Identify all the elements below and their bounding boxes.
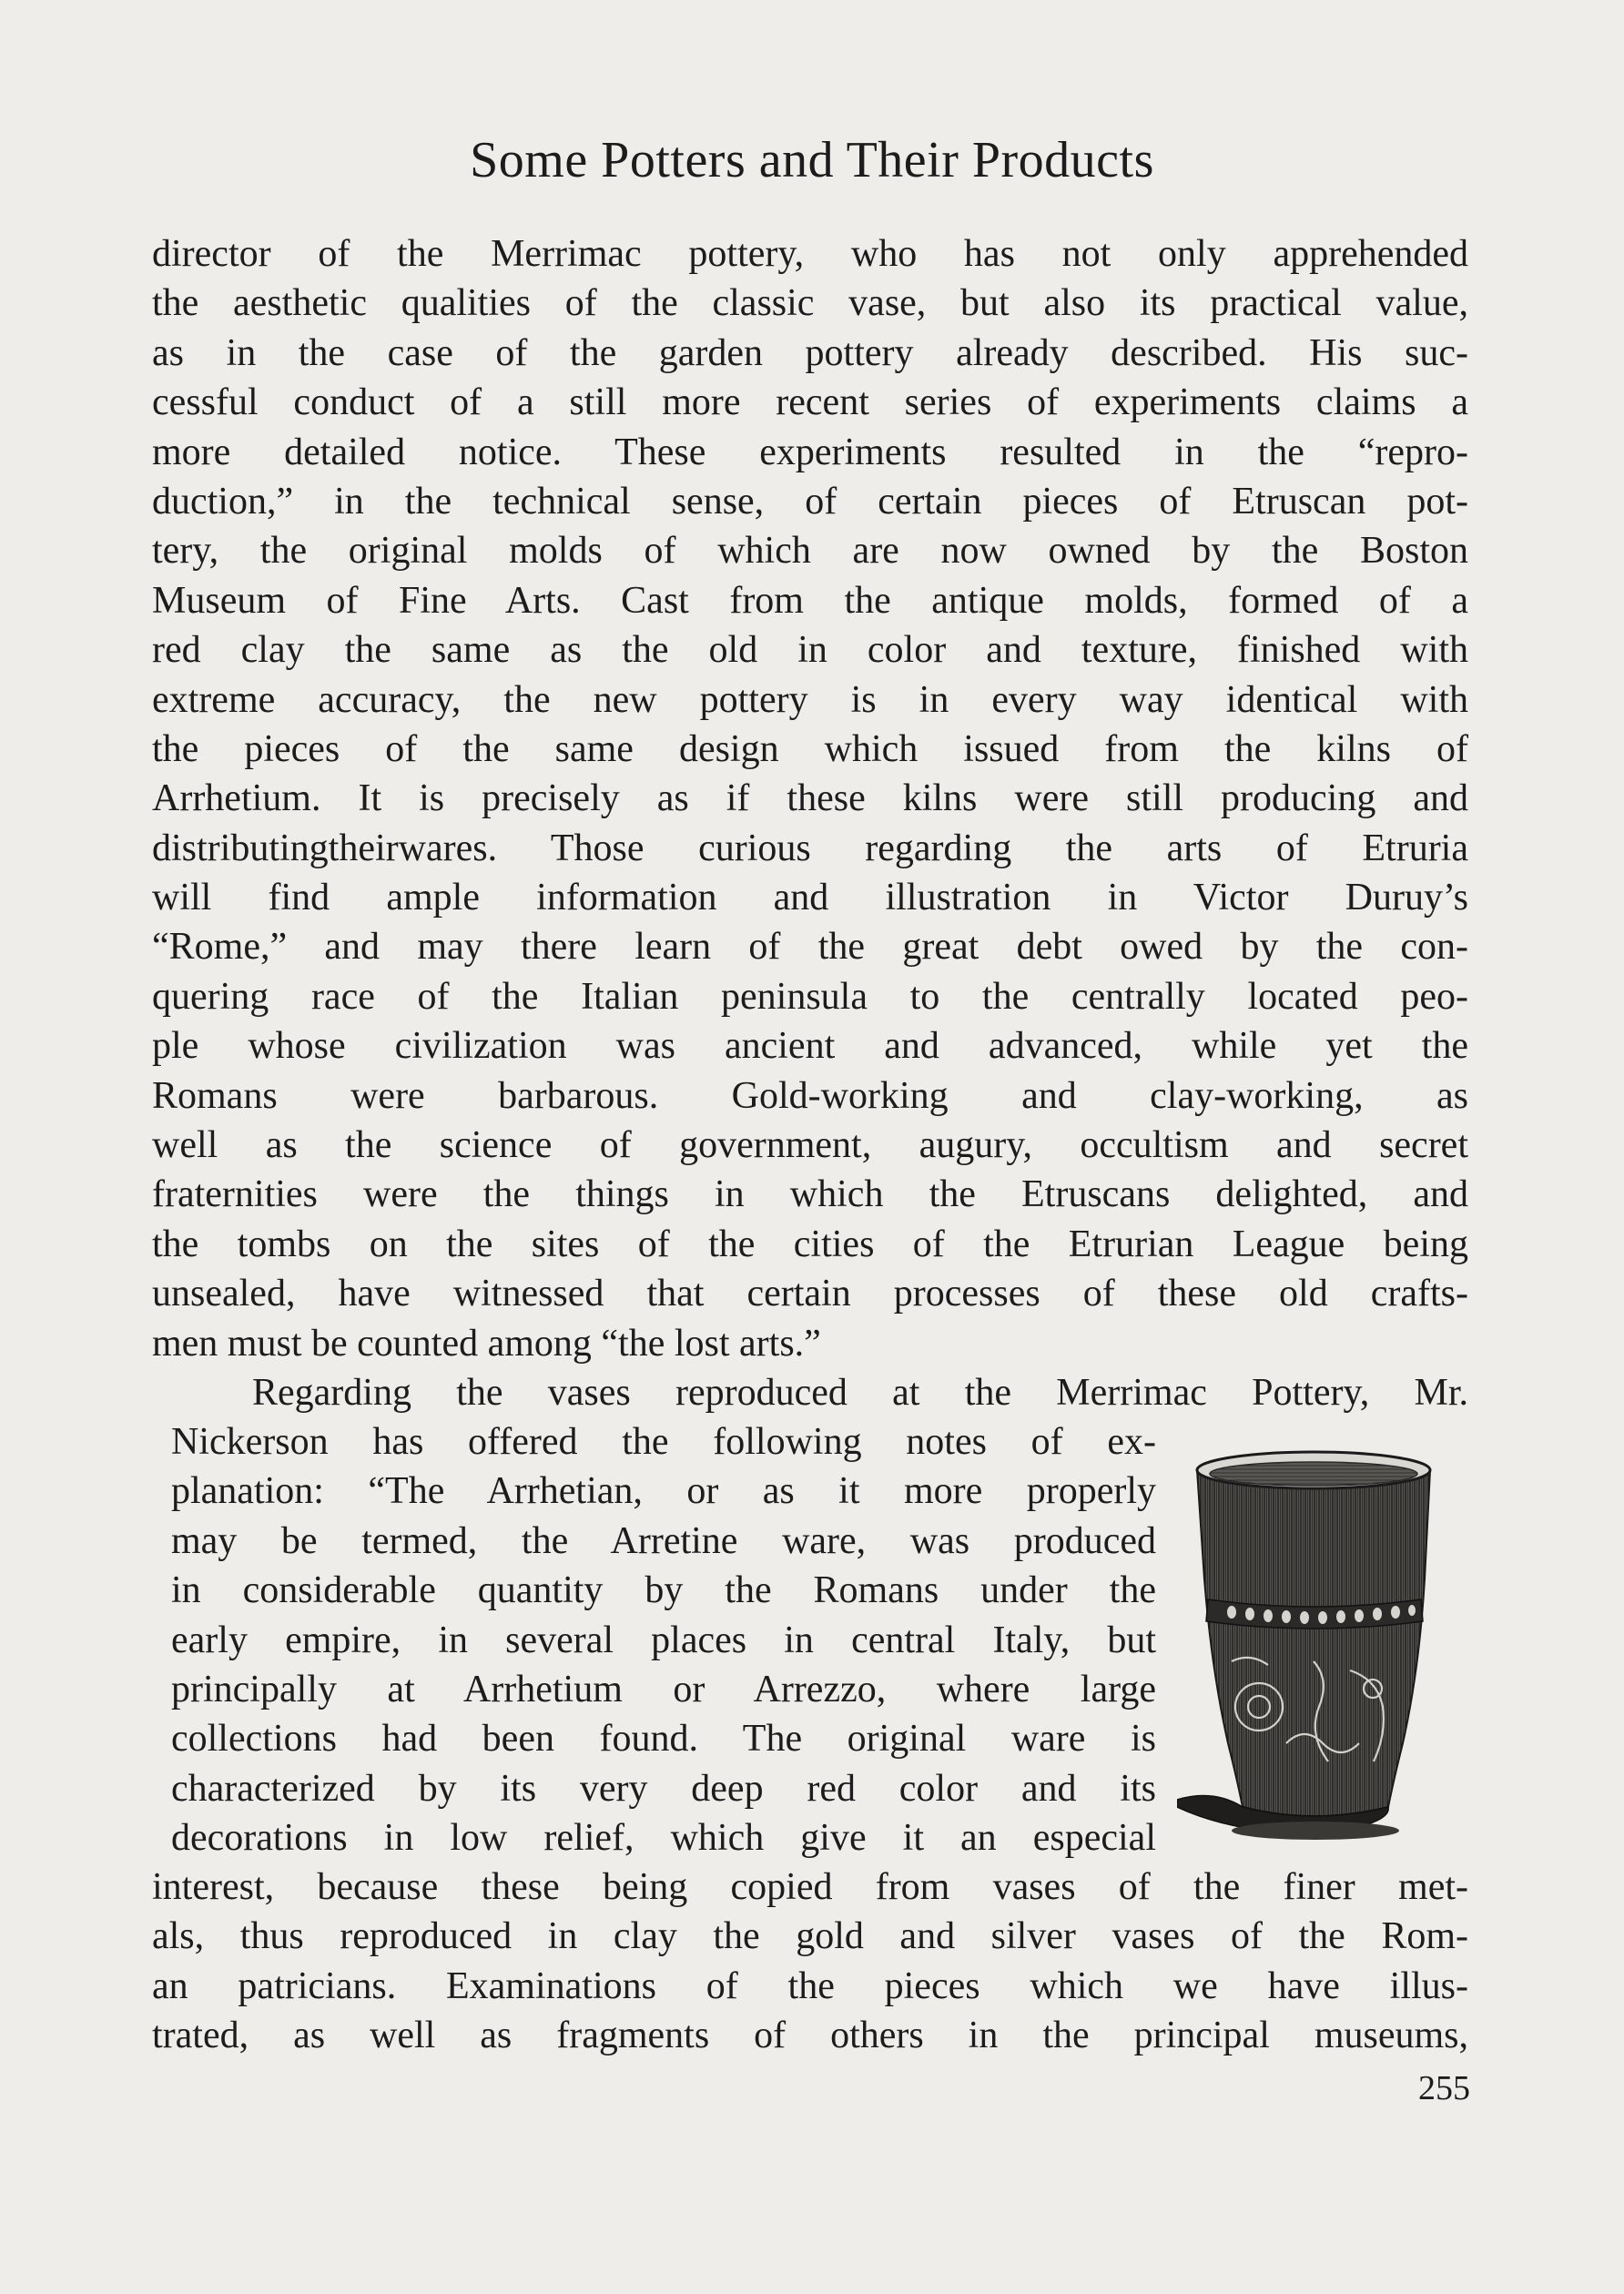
text-line: fraternities were the things in which the Etruscans delighted, and [152,1173,1468,1216]
text-line: duction,” in the technical sense, of certain pieces of Etruscan pot- [152,480,1468,523]
running-head: Some Potters and Their Products [470,132,1154,188]
text-line: the pieces of the same design which issued from the kilns of [152,727,1468,770]
text-line: “Rome,” and may there learn of the great debt owed by the con- [152,926,1468,969]
text-line: characterized by its very deep red color and its [171,1767,1156,1810]
text-line: red clay the same as the old in color and texture, finished with [152,629,1468,672]
text-line: quering race of the Italian peninsula to the centrally located peo- [152,975,1468,1018]
text-line: extreme accuracy, the new pottery is in every way identical with [152,678,1468,721]
text-line: may be termed, the Arretine ware, was produced [171,1519,1156,1562]
text-line: Nickerson has offered the following notes of ex- [171,1421,1156,1463]
text-line: an patricians. Examinations of the pieces which we have illus- [152,1964,1468,2007]
text-line: cessful conduct of a still more recent series of experiments claims a [152,381,1468,424]
text-line: planation: “The Arrhetian, or as it more properly [171,1470,1156,1513]
text-line: collections had been found. The original ware is [171,1718,1156,1761]
text-line: more detailed notice. These experiments resulted in the “repro- [152,431,1468,473]
arretine-vase-illustration [1177,1443,1450,1843]
text-line: Arrhetium. It is precisely as if these kilns were still producing and [152,777,1468,820]
paragraph-2-wrapped [171,1417,1156,1863]
text-line: will find ample information and illustration in Victor Duruy’s [152,877,1468,919]
text-line: tery, the original molds of which are now owned by the Boston [152,530,1468,573]
text-line: trated, as well as fragments of others in the principal museums, [152,2015,1468,2057]
text-line: well as the science of government, augury, occultism and secret [152,1124,1468,1167]
text-line: als, thus reproduced in clay the gold and silver vases of the Rom- [152,1915,1468,1958]
paragraph-2-first-line: Regarding the vases reproduced at the Merrimac Pottery, Mr. [252,1371,1468,1414]
text-line: early empire, in several places in central Italy, but [171,1619,1156,1661]
text-line: ple whose civilization was ancient and advanced, while yet the [152,1025,1468,1068]
text-line: Romans were barbarous. Gold-working and clay-working, as [152,1074,1468,1117]
text-line: interest, because these being copied from vases of the finer met- [152,1866,1468,1908]
text-line: in considerable quantity by the Romans under the [171,1569,1156,1612]
text-line: men must be counted among “the lost arts.” [152,1322,821,1365]
text-line: principally at Arrhetium or Arrezzo, where large [171,1668,1156,1710]
text-line: unsealed, have witnessed that certain processes of these old crafts- [152,1273,1468,1315]
text-line: as in the case of the garden pottery already described. His suc- [152,331,1468,374]
text-line: distributingtheirwares. Those curious regarding the arts of Etruria [152,827,1468,869]
text-line: the aesthetic qualities of the classic vase, but also its practical value, [152,282,1468,325]
page-number: 255 [1418,2069,1470,2107]
text-line: director of the Merrimac pottery, who has not only apprehended [152,233,1468,275]
paragraph-1 [152,229,1468,1417]
text-line: the tombs on the sites of the cities of the Etrurian League being [152,1223,1468,1265]
paragraph-2-continued [152,1863,1468,2061]
text-line: decorations in low relief, which give it an especial [171,1817,1156,1860]
text-line: Museum of Fine Arts. Cast from the antique molds, formed of a [152,579,1468,622]
